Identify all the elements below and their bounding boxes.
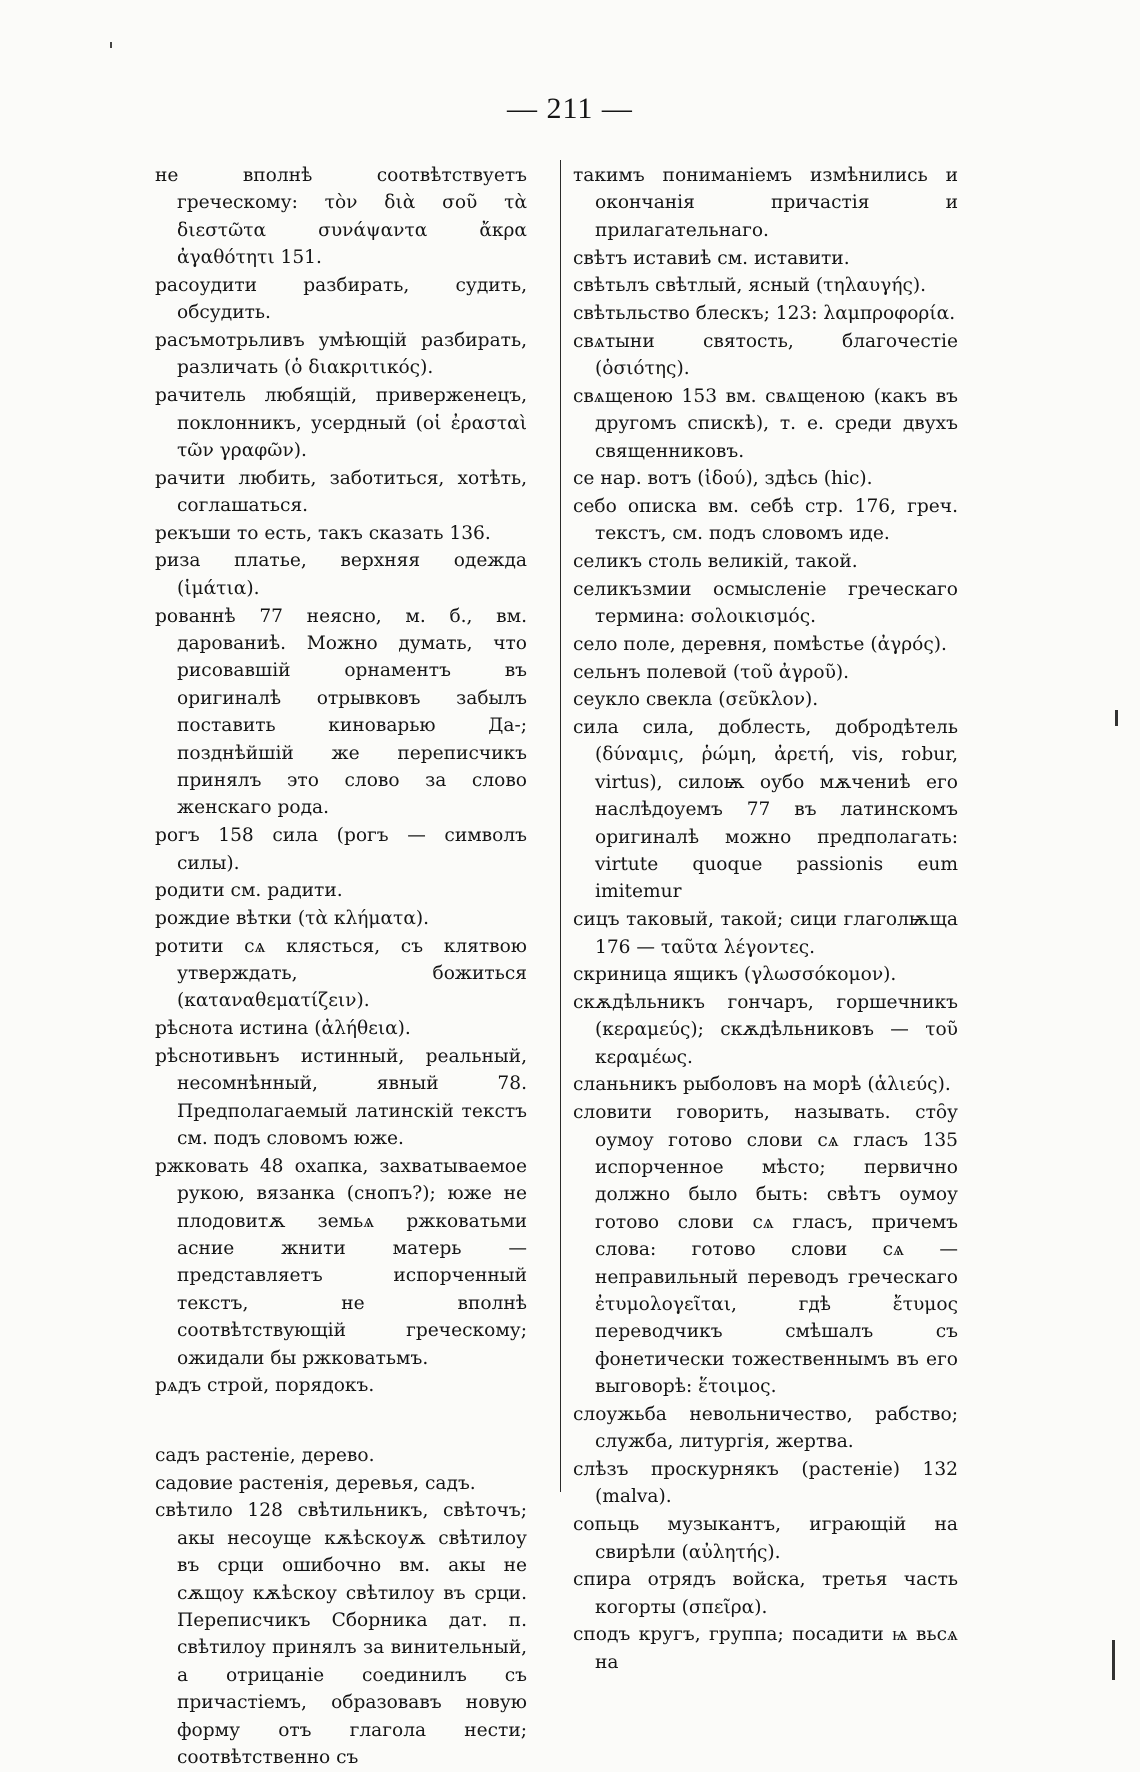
entry: ржковать 48 охапка, захватываемое рукою, вязанка (снопъ?); юже не плодовитѫ земьѧ ржковатьми асние жнити матерь — представляетъ испорченный текстъ, не вполнѣ соотвѣтствующій греческому; ожидали бы ржковатьмъ. (155, 1155, 527, 1369)
entry: рекъши то есть, такъ сказать 136. (155, 522, 491, 544)
entry: садъ растеніе, дерево. (155, 1445, 375, 1467)
entry: сопьць музыкантъ, играющій на свирѣли (αὐλητής). (573, 1514, 958, 1563)
left-column (155, 162, 527, 1772)
entry: сицъ таковый, такой; сици глаголѭща 176 — ταῦτα λέγοντες. (573, 909, 958, 958)
page-number: — 211 — (507, 92, 633, 125)
entry: родити см. радити. (155, 880, 343, 902)
entry: сподъ кругъ, группа; посадити ѩ вьсѧ на (573, 1624, 958, 1673)
entry: себо описка вм. себѣ стр. 176, греч. текстъ, см. подъ словомъ иде. (573, 495, 958, 545)
entry: свѣтило 128 свѣтильникъ, свѣточъ; акы несоуще кѫѣскоуѫ свѣтилоу въ срци ошибочно вм. акы не сѫщоу кѫѣскоу свѣтилоу въ срци. Переписчикъ Сборника дат. п. свѣтилоу принялъ за винительный, а отрицаніе соединилъ съ причастіемъ, образовавъ новую форму отъ глагола нести; соотвѣтственно съ (155, 1500, 527, 1769)
entry: слоужьба невольничество, рабство; служба, литургія, жертва. (573, 1403, 958, 1453)
entry: расъмотрьливъ умѣющій разбирать, различать (ὁ διακριτικός). (155, 330, 527, 379)
scan-mark (1112, 1640, 1115, 1680)
entry: скѫдѣльникъ гончаръ, горшечникъ (κεραμεύς); скѫдѣльниковъ — τοῦ κεραμέως. (573, 991, 958, 1068)
entry: ротити сѧ клясться, съ клятвою утверждать, божиться (καταναθεματίζειν). (155, 935, 527, 1012)
column-divider (560, 160, 561, 1492)
entry: свѣтьлъ свѣтлый, ясный (τηλαυγής). (573, 275, 927, 297)
scan-mark (110, 42, 112, 48)
entry: садовие растенія, деревья, садъ. (155, 1472, 476, 1494)
entry: свѣтьльство блескъ; 123: λαμπροφορία. (573, 302, 956, 324)
entry: скриница ящикъ (γλωσσόκομον). (573, 964, 897, 986)
entry: рѧдъ строй, порядокъ. (155, 1375, 375, 1397)
entry: словити говорить, называть. сто̑у оумоу готово слови сѧ гласъ 135 испорченное мѣсто; первично должно было быть: свѣтъ оумоу готово слови сѧ гласъ, причемъ слова: готово слови сѧ — неправильный переводъ греческаго ἐτυμολογεῖται, гдѣ ἔτυμος переводчикъ смѣшалъ съ фонетически тожественнымъ въ его выговорѣ: ἕτοιμος. (573, 1102, 958, 1398)
entry: спира отрядъ войска, третья часть когорты (σπεῖρα). (573, 1569, 958, 1618)
entry: сила сила, доблесть, добродѣтель (δύναμις, ῥώμη, ἀρετή, vis, robur, virtus), силоѭ оубо мѫчениѣ его наслѣдоуемъ 77 въ латинскомъ оригиналѣ можно предполагать: virtute quoque passionis eum imitemur (573, 716, 958, 903)
entry: сельнъ полевой (τοῦ ἀγροῦ). (573, 661, 850, 683)
right-column (573, 162, 958, 1676)
entry: рождие вѣтки (τὰ κλήματα). (155, 907, 430, 929)
entry: слѣзъ проскурнякъ (растеніе) 132 (malva). (573, 1459, 958, 1508)
entry: сланьникъ рыболовъ на морѣ (ἁλιεύς). (573, 1074, 951, 1096)
entry: рованнѣ 77 неясно, м. б., вм. дарованиѣ. Можно думать, что рисовавшій орнаментъ въ оригиналѣ отрывковъ забылъ поставить киноварью Да-; позднѣйшій же переписчикъ принялъ это слово за слово женскаго рода. (155, 605, 527, 819)
entry: свѧщеною 153 вм. свѧщеною (какъ въ другомъ спискѣ), т. е. среди двухъ священниковъ. (573, 385, 958, 462)
entry: рѣснотивьнъ истинный, реальный, несомнѣнный, явный 78. Предполагаемый латинскій текстъ см. подъ словомъ юже. (155, 1045, 527, 1150)
entry: селикъ столь великій, такой. (573, 551, 858, 573)
entry: селикъзмии осмысленіе греческаго термина: σολοικισμός. (573, 578, 958, 628)
entry: се нар. вотъ (ἰδού), здѣсь (hic). (573, 468, 873, 490)
entry: такимъ пониманіемъ измѣнились и окончанія причастія и прилагательнаго. (573, 165, 958, 241)
entry: село поле, деревня, помѣстье (ἀγρός). (573, 633, 947, 655)
entry: свѧтыни святость, благочестіе (ὁσιότης). (573, 330, 958, 380)
scan-mark (1115, 710, 1118, 726)
entry: не вполнѣ соотвѣтствуетъ греческому: τὸν διὰ σοῦ τὰ διεστῶτα συνάψαντα ἄκρα ἀγαθότητι 151. (155, 165, 527, 269)
entry: расоудити разбирать, судить, обсудить. (155, 274, 527, 324)
entry: рогъ 158 сила (рогъ — символъ силы). (155, 825, 527, 874)
entry: сеукло свекла (σεῦκλον). (573, 689, 819, 711)
section-gap (155, 1400, 527, 1442)
entry: рачити любить, заботиться, хотѣть, соглашаться. (155, 467, 527, 517)
entry: риза платье, верхняя одежда (ἱμάτια). (155, 550, 527, 599)
entry: свѣтъ иставиѣ см. иставити. (573, 247, 850, 269)
entry: рѣснота истина (ἀλήθεια). (155, 1018, 411, 1040)
entry: рачитель любящій, приверженецъ, поклонникъ, усердный (οἱ ἐρασταὶ τῶν γραφῶν). (155, 385, 527, 461)
